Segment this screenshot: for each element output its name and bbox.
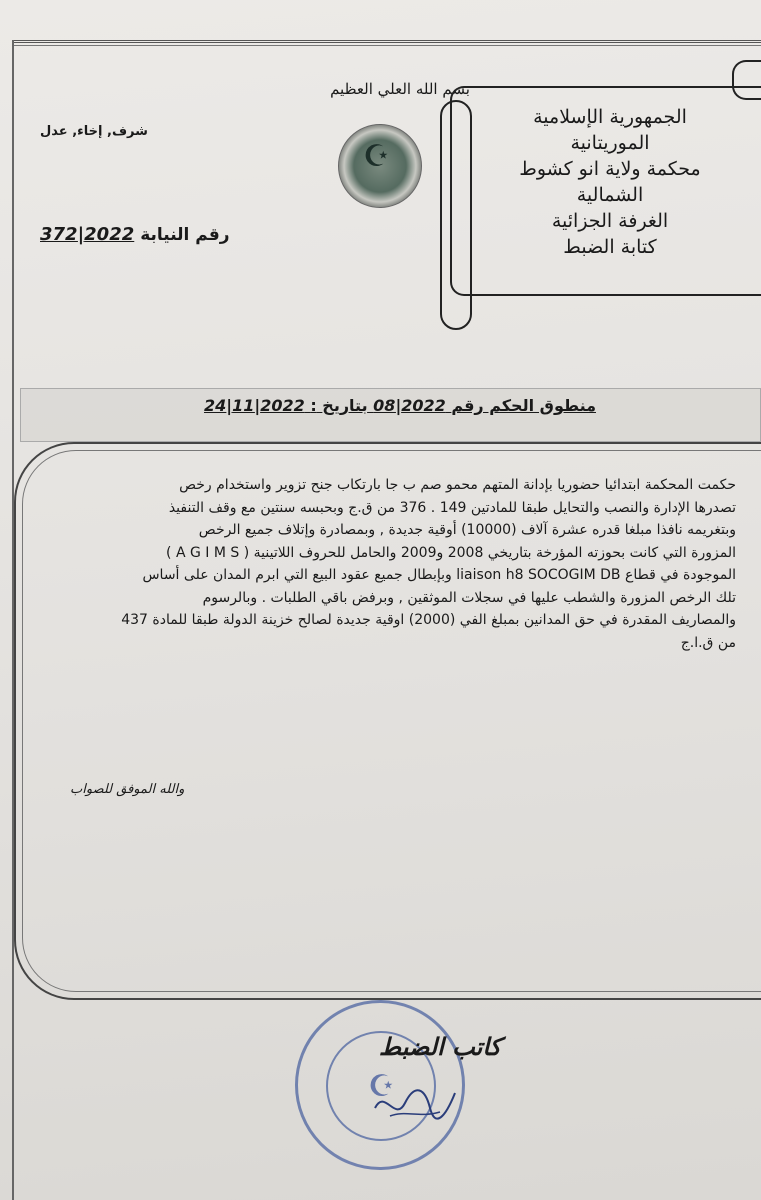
header-line-country: الموريتانية (570, 132, 650, 154)
clerk-title: كاتب الضبط (378, 1032, 502, 1061)
basmala: بسم الله العلي العظيم (330, 80, 470, 98)
header-line-registry: كتابة الضبط (563, 236, 657, 258)
verdict-number: 2022|08 (373, 396, 446, 415)
parquet-number (40, 224, 260, 245)
closing-phrase: والله الموفق للصواب (70, 782, 185, 797)
court-header (470, 104, 750, 260)
national-emblem-seal (338, 124, 422, 208)
body-line: الموجودة في قطاع liaison h8 SOCOGIM DB وبإبطال جميع عقود البيع التي ابرم المدان على أساس (142, 567, 736, 583)
top-border (12, 40, 761, 46)
national-motto: شرف, إخاء, عدل (40, 124, 148, 139)
body-line: حكمت المحكمة ابتدائيا حضوريا بإدانة المتهم محمو صم ب جا بارتكاب جنح تزوير واستخدام رخص (179, 477, 736, 493)
body-line: وبتغريمه نافذا مبلغا قدره عشرة آلاف (10000) أوقية جديدة , وبمصادرة وإتلاف جميع الرخص (198, 522, 736, 538)
body-line: تلك الرخص المزورة والشطب عليها في سجلات الموثقين , وبرفض باقي الطلبات . وبالرسوم (202, 589, 736, 606)
body-line: من ق.ا.ج (680, 634, 736, 651)
scroll-decoration-left (440, 100, 472, 330)
verdict-heading: منطوق الحكم رقم 2022|08 بتاريخ : 2022|11|24 (203, 396, 596, 415)
header-line-region: الشمالية (576, 184, 644, 206)
parquet-value: 2022|372 (40, 224, 135, 245)
star-crescent-icon: ☪ (368, 1069, 395, 1104)
header-line-republic: الجمهورية الإسلامية (533, 106, 687, 128)
verdict-date-label: بتاريخ (322, 396, 368, 415)
body-line: والمصاريف المقدرة في حق المدانين بمبلغ الفي (2000) اوقية جديدة لصالح خزينة الدولة طبقا للمادة 437 (121, 612, 736, 628)
parquet-label: رقم النيابة (140, 225, 230, 245)
body-line: المزورة التي كانت بحوزته المؤرخة بتاريخي 2008 و2009 والحامل للحروف اللاتينية ( A G I M S ) (166, 544, 736, 561)
signature-icon (370, 1078, 460, 1128)
header-line-court: محكمة ولاية انو كشوط (519, 158, 701, 180)
body-line: تصدرها الإدارة والنصب والتحايل طبقا للمادتين 149 . 376 من ق.ج وبحبسه سنتين مع وقف التنفيذ (168, 499, 736, 516)
verdict-body (56, 474, 736, 654)
verdict-date: 2022|11|24 (203, 396, 305, 415)
verdict-label: منطوق الحكم رقم (451, 396, 596, 415)
star-crescent-icon: ☪ (363, 139, 390, 174)
header-line-chamber: الغرفة الجزائية (551, 210, 669, 232)
